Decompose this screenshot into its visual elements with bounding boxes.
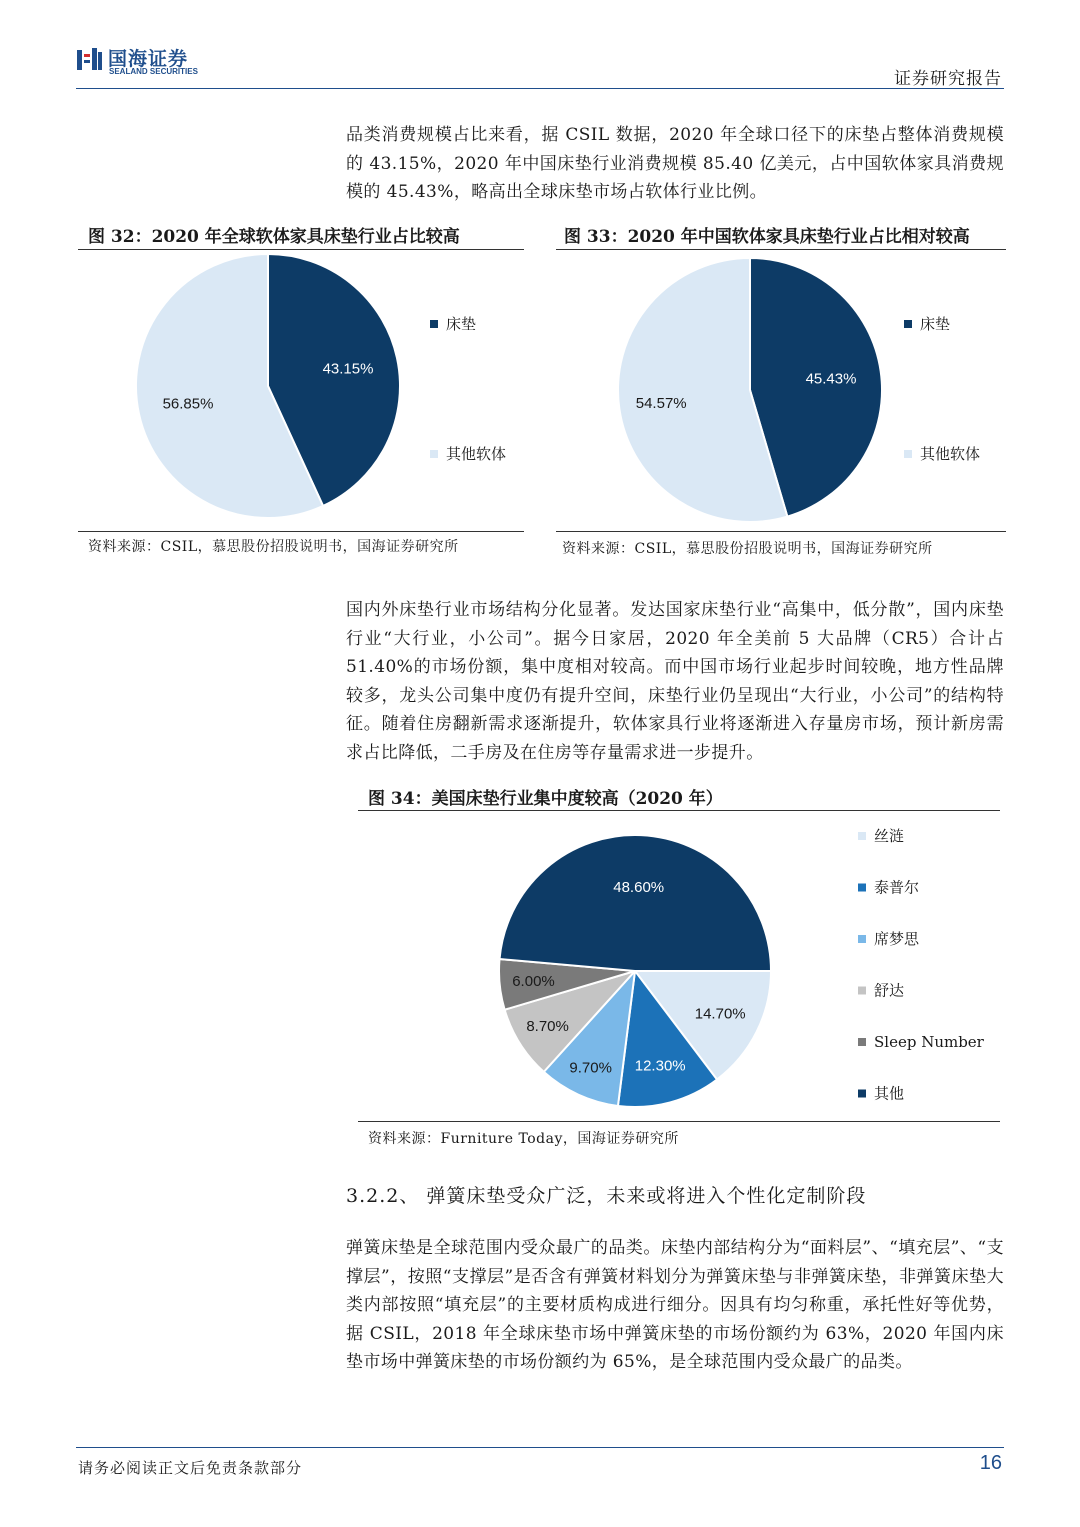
figure-32-bottom-rule [78,531,524,532]
header-divider [76,88,1004,89]
legend-label: 席梦思 [874,930,920,948]
pie-data-label: 8.70% [526,1018,569,1036]
figure-33-pie-chart [556,250,1006,530]
pie-data-label: 43.15% [322,360,374,378]
logo-text-cn: 国海证券 [108,48,189,70]
pie-slice [500,835,771,971]
footer-divider [76,1447,1004,1448]
logo-mark-icon [76,46,104,74]
pie-data-label: 48.60% [613,878,665,896]
pie-data-label: 14.70% [694,1005,746,1023]
figure-32-title: 图 32：2020 年全球软体家具床垫行业占比较高 [88,227,460,247]
legend-label: 其他 [874,1084,905,1103]
legend-label: 舒达 [874,981,905,1000]
legend-swatch [430,320,438,328]
section-heading: 3.2.2、 弹簧床垫受众广泛，未来或将进入个性化定制阶段 [346,1185,867,1207]
figure-32-pie-chart [78,250,524,530]
legend-label: 泰普尔 [874,878,920,897]
figure-34-bottom-rule [358,1121,1000,1122]
legend-swatch [858,832,866,840]
figure-34-pie-chart [358,811,1000,1121]
legend-label: 其他软体 [446,445,507,463]
company-logo [76,44,216,78]
legend-swatch [858,935,866,943]
legend-label: 床垫 [446,315,477,333]
pie-data-label: 54.57% [635,394,687,412]
figure-33-source: 资料来源：CSIL，慕思股份招股说明书，国海证券研究所 [562,541,933,557]
figure-32-source: 资料来源：CSIL，慕思股份招股说明书，国海证券研究所 [88,539,459,555]
legend-label: 床垫 [920,315,951,333]
pie-data-label: 56.85% [162,395,214,413]
disclaimer-notice: 请务必阅读正文后免责条款部分 [78,1459,303,1477]
body-paragraph-3: 弹簧床垫是全球范围内受众最广的品类。床垫内部结构分为“面料层”、“填充层”、“支撑层”，按照“支撑层”是否含有弹簧材料划分为弹簧床垫与非弹簧床垫，非弹簧床垫大类内部按照“填充层”的主要材质构成进行细分。因具有均匀称重，承托性好等优势，据 CSIL，2018 年全球床垫市场中弹簧床垫的市场份额约为 63%，2020 年国内床垫市场中弹簧床垫的市场份额约为 65%，是全球范围内受众最广的品类。 [346,1238,1004,1373]
figure-33-bottom-rule [556,531,1006,532]
pie-data-label: 45.43% [805,370,857,388]
page-number: 16 [979,1452,1002,1474]
report-type-label: 证券研究报告 [894,69,1002,89]
legend-label: 丝涟 [874,827,905,845]
pie-data-label: 9.70% [569,1059,612,1077]
logo-text-en: SEALAND SECURITIES [109,67,198,76]
legend-label: 其他软体 [920,445,981,463]
body-paragraph-2: 国内外床垫行业市场结构分化显著。发达国家床垫行业“高集中，低分散”，国内床垫行业“大行业，小公司”。据今日家居，2020 年全美前 5 大品牌（CR5）合计占 51.40%的市场份额，集中度相对较高。而中国市场行业起步时间较晚，地方性品牌较多，龙头公司集中度仍有提升空间，床垫行业仍呈现出“大行业，小公司”的结构特征。随着住房翻新需求逐渐提升，软体家具行业将逐渐进入存量房市场，预计新房需求占比降低，二手房及在住房等存量需求进一步提升。 [346,600,1004,763]
figure-34-title: 图 34：美国床垫行业集中度较高（2020 年） [368,789,723,809]
legend-swatch [430,450,438,458]
legend-label: Sleep Number [874,1033,984,1051]
legend-swatch [858,884,866,892]
legend-swatch [858,1038,866,1046]
body-paragraph-1: 品类消费规模占比来看，据 CSIL 数据，2020 年全球口径下的床垫占整体消费规模的 43.15%，2020 年中国床垫行业消费规模 85.40 亿美元，占中国软体家具消费规模的 45.43%，略高出全球床垫市场占软体行业比例。 [346,125,1004,203]
legend-swatch [904,450,912,458]
figure-34-source: 资料来源：Furniture Today，国海证券研究所 [368,1131,679,1147]
pie-data-label: 6.00% [512,973,555,991]
legend-swatch [858,1090,866,1098]
figure-33-title: 图 33：2020 年中国软体家具床垫行业占比相对较高 [564,227,970,247]
legend-swatch [904,320,912,328]
legend-swatch [858,987,866,995]
pie-data-label: 12.30% [634,1057,686,1075]
